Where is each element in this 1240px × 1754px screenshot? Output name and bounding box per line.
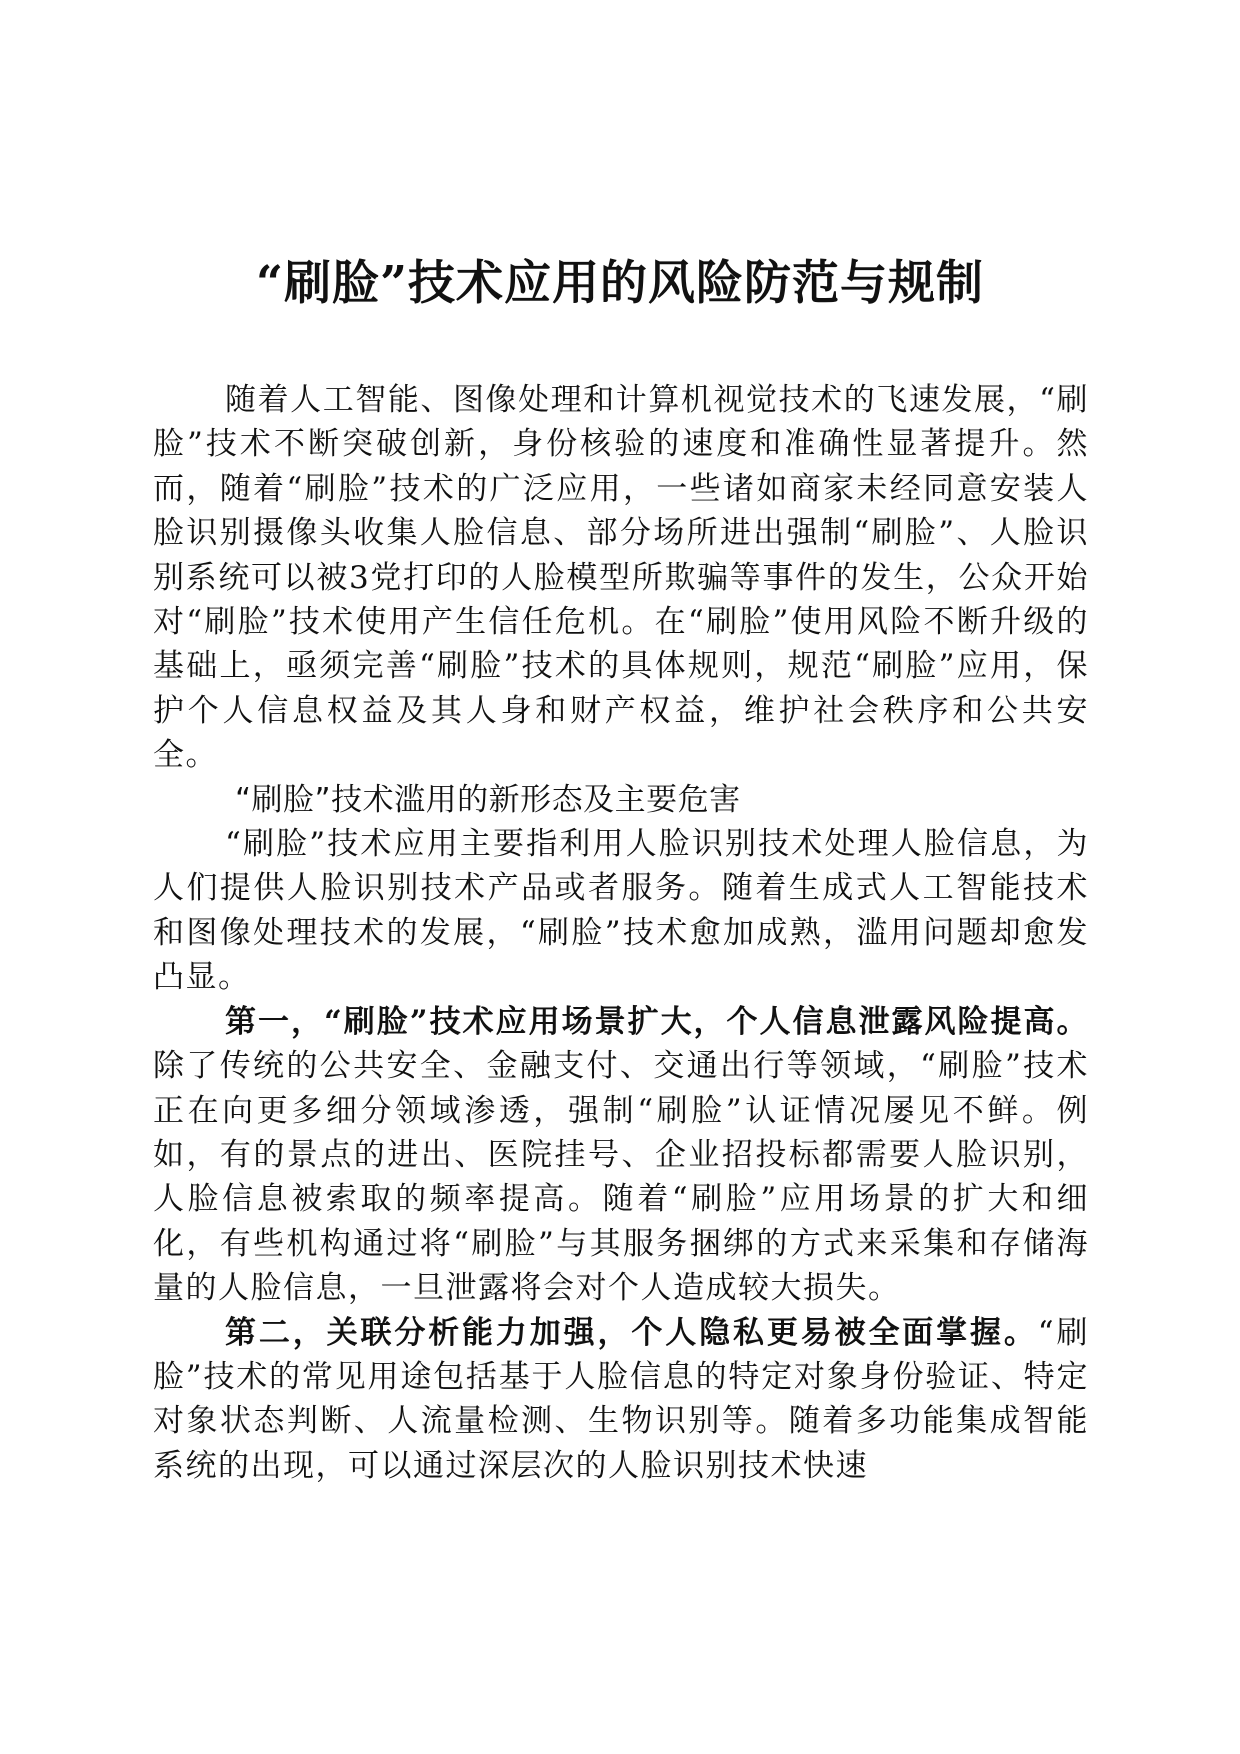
document-title: “刷脸”技术应用的风险防范与规制 bbox=[255, 256, 985, 311]
point-one-paragraph bbox=[153, 1000, 1089, 1311]
point-two-lead: 第二，关联分析能力加强，个人隐私更易被全面掌握。 bbox=[225, 1314, 1038, 1351]
document-body bbox=[153, 378, 1089, 1488]
section-intro-paragraph: “刷脸”技术应用主要指利用人脸识别技术处理人脸信息，为人们提供人脸识别技术产品或者服务。随着生成式人工智能技术和图像处理技术的发展，“刷脸”技术愈加成熟，滥用问题却愈发凸显。 bbox=[153, 826, 1089, 996]
point-two-paragraph bbox=[153, 1311, 1089, 1489]
intro-paragraph: 随着人工智能、图像处理和计算机视觉技术的飞速发展，“刷脸”技术不断突破创新，身份核验的速度和准确性显著提升。然而，随着“刷脸”技术的广泛应用，一些诸如商家未经同意安装人脸识别摄像头收集人脸信息、部分场所进出强制“刷脸”、人脸识别系统可以被3党打印的人脸模型所欺骗等事件的发生，公众开始对“刷脸”技术使用产生信任危机。在“刷脸”使用风险不断升级的基础上，亟须完善“刷脸”技术的具体规则，规范“刷脸”应用，保护个人信息权益及其人身和财产权益，维护社会秩序和公共安全。 bbox=[153, 382, 1089, 774]
point-one-body: 除了传统的公共安全、金融支付、交通出行等领域，“刷脸”技术正在向更多细分领域渗透，强制“刷脸”认证情况屡见不鲜。例如，有的景点的进出、医院挂号、企业招投标都需要人脸识别，人脸信息被索取的频率提高。随着“刷脸”应用场景的扩大和细化，有些机构通过将“刷脸”与其服务捆绑的方式来采集和存储海量的人脸信息，一旦泄露将会对个人造成较大损失。 bbox=[153, 1048, 1089, 1307]
point-two-body: “刷脸”技术的常见用途包括基于人脸信息的特定对象身份验证、特定对象状态判断、人流量检测、生物识别等。随着多功能集成智能系统的出现，可以通过深层次的人脸识别技术快速 bbox=[153, 1314, 1089, 1484]
section-heading: “刷脸”技术滥用的新形态及主要危害 bbox=[235, 781, 741, 818]
point-one-lead: 第一，“刷脸”技术应用场景扩大，个人信息泄露风险提高。 bbox=[225, 1003, 1089, 1040]
